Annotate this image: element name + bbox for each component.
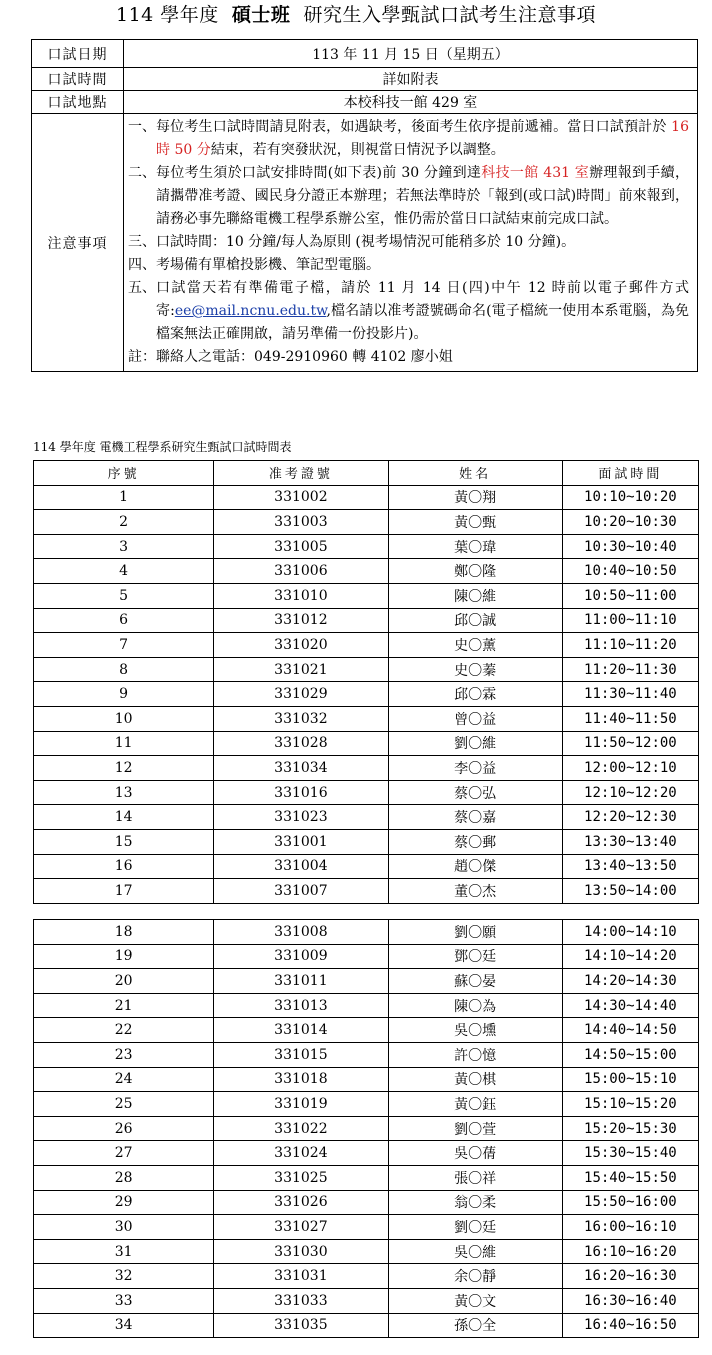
table-row bbox=[34, 485, 699, 510]
schedule-table-2 bbox=[33, 919, 699, 1338]
name-cell: 黃〇文 bbox=[388, 1288, 562, 1313]
name-cell: 陳〇為 bbox=[388, 993, 562, 1018]
exam-id-cell: 331028 bbox=[214, 731, 388, 756]
table-row bbox=[34, 854, 699, 879]
exam-id-cell: 331021 bbox=[214, 657, 388, 682]
name-cell: 鄧〇廷 bbox=[388, 944, 562, 969]
name-cell: 蘇〇晏 bbox=[388, 969, 562, 994]
table-row bbox=[34, 920, 699, 945]
exam-id-cell: 331013 bbox=[214, 993, 388, 1018]
time-cell: 16:40~16:50 bbox=[562, 1313, 698, 1338]
exam-id-cell: 331020 bbox=[214, 633, 388, 658]
table-row bbox=[34, 1313, 699, 1338]
table-row bbox=[34, 1288, 699, 1313]
exam-id-cell: 331019 bbox=[214, 1092, 388, 1117]
time-label: 口試時間 bbox=[32, 68, 124, 91]
table-row bbox=[34, 756, 699, 781]
exam-id-cell: 331030 bbox=[214, 1239, 388, 1264]
notes-label: 注意事項 bbox=[32, 114, 124, 372]
seq-cell: 33 bbox=[34, 1288, 214, 1313]
exam-id-cell: 331012 bbox=[214, 608, 388, 633]
table-row bbox=[34, 682, 699, 707]
time-cell: 15:40~15:50 bbox=[562, 1165, 698, 1190]
seq-cell: 14 bbox=[34, 805, 214, 830]
exam-id-cell: 331016 bbox=[214, 780, 388, 805]
time-cell: 15:20~15:30 bbox=[562, 1116, 698, 1141]
checkin-room-highlight: 科技一館 431 室 bbox=[481, 165, 590, 181]
table-row bbox=[34, 944, 699, 969]
name-cell: 吳〇蒨 bbox=[388, 1141, 562, 1166]
note-text bbox=[156, 162, 689, 231]
note-text-part: 每位考生口試時間請見附表，如遇缺考，後面考生依序提前遞補。當日口試預計於 bbox=[156, 119, 672, 135]
name-cell: 劉〇維 bbox=[388, 731, 562, 756]
exam-id-cell: 331007 bbox=[214, 879, 388, 904]
exam-id-cell: 331009 bbox=[214, 944, 388, 969]
time-cell: 14:00~14:10 bbox=[562, 920, 698, 945]
note-number: 三、 bbox=[128, 234, 156, 250]
seq-cell: 22 bbox=[34, 1018, 214, 1043]
name-cell: 孫〇全 bbox=[388, 1313, 562, 1338]
exam-id-cell: 331008 bbox=[214, 920, 388, 945]
name-cell: 許〇憶 bbox=[388, 1042, 562, 1067]
schedule-title: 114 學年度 電機工程學系研究生甄試口試時間表 bbox=[33, 440, 292, 454]
seq-cell: 6 bbox=[34, 608, 214, 633]
header-name: 姓名 bbox=[388, 461, 562, 486]
seq-cell: 32 bbox=[34, 1264, 214, 1289]
name-cell: 陳〇維 bbox=[388, 583, 562, 608]
schedule-table-1 bbox=[33, 460, 699, 904]
table-row bbox=[34, 969, 699, 994]
time-cell: 15:00~15:10 bbox=[562, 1067, 698, 1092]
exam-id-cell: 331035 bbox=[214, 1313, 388, 1338]
title-year: 114 學年度 bbox=[115, 4, 219, 26]
exam-id-cell: 331022 bbox=[214, 1116, 388, 1141]
seq-cell: 4 bbox=[34, 559, 214, 584]
note-text: 考場備有單槍投影機、筆記型電腦。 bbox=[156, 257, 380, 273]
time-cell: 14:30~14:40 bbox=[562, 993, 698, 1018]
note-text bbox=[156, 277, 689, 346]
exam-id-cell: 331004 bbox=[214, 854, 388, 879]
seq-cell: 15 bbox=[34, 829, 214, 854]
seq-cell: 8 bbox=[34, 657, 214, 682]
note-text-part: 辦理報到手續，請攜帶准考證、國民身分證正本辦理；若無法準時於「報到(或口試)時間」前來報到，請務必事先聯絡電機工程學系辦公室，惟仍需於當日口試結束前完成口試。 bbox=[156, 165, 689, 227]
name-cell: 史〇蓁 bbox=[388, 657, 562, 682]
seq-cell: 7 bbox=[34, 633, 214, 658]
table-row bbox=[34, 829, 699, 854]
name-cell: 劉〇願 bbox=[388, 920, 562, 945]
exam-id-cell: 331011 bbox=[214, 969, 388, 994]
time-cell: 15:50~16:00 bbox=[562, 1190, 698, 1215]
exam-id-cell: 331027 bbox=[214, 1215, 388, 1240]
seq-cell: 31 bbox=[34, 1239, 214, 1264]
time-cell: 10:30~10:40 bbox=[562, 534, 698, 559]
table-row bbox=[34, 608, 699, 633]
exam-id-cell: 331034 bbox=[214, 756, 388, 781]
seq-cell: 18 bbox=[34, 920, 214, 945]
note-text-part: ,檔名請以准考證號碼命名(電子檔統一使用本系電腦，為免檔案無法正確開啟，請另準備一份投影片)。 bbox=[156, 303, 689, 342]
note-number: 一、 bbox=[128, 119, 156, 135]
name-cell: 葉〇瑋 bbox=[388, 534, 562, 559]
name-cell: 吳〇維 bbox=[388, 1239, 562, 1264]
time-cell: 11:20~11:30 bbox=[562, 657, 698, 682]
seq-cell: 25 bbox=[34, 1092, 214, 1117]
exam-id-cell: 331023 bbox=[214, 805, 388, 830]
seq-cell: 17 bbox=[34, 879, 214, 904]
exam-id-cell: 331010 bbox=[214, 583, 388, 608]
time-cell: 16:20~16:30 bbox=[562, 1264, 698, 1289]
note-item-1 bbox=[128, 116, 689, 162]
date-value: 113 年 11 月 15 日（星期五） bbox=[124, 40, 698, 68]
name-cell: 黃〇翔 bbox=[388, 485, 562, 510]
seq-cell: 20 bbox=[34, 969, 214, 994]
note-number: 二、 bbox=[128, 165, 156, 181]
time-cell: 11:10~11:20 bbox=[562, 633, 698, 658]
time-value: 詳如附表 bbox=[124, 68, 698, 91]
note-number: 四、 bbox=[128, 257, 156, 273]
page-title bbox=[0, 2, 712, 28]
name-cell: 黃〇甄 bbox=[388, 510, 562, 535]
time-cell: 16:10~16:20 bbox=[562, 1239, 698, 1264]
note-text-part: 每位考生須於口試安排時間(如下表)前 30 分鐘到達 bbox=[156, 165, 482, 181]
seq-cell: 24 bbox=[34, 1067, 214, 1092]
name-cell: 曾〇益 bbox=[388, 706, 562, 731]
table-row bbox=[34, 780, 699, 805]
seq-cell: 23 bbox=[34, 1042, 214, 1067]
name-cell: 邱〇誠 bbox=[388, 608, 562, 633]
name-cell: 蔡〇嘉 bbox=[388, 805, 562, 830]
table-row bbox=[34, 1042, 699, 1067]
exam-id-cell: 331001 bbox=[214, 829, 388, 854]
exam-id-cell: 331031 bbox=[214, 1264, 388, 1289]
seq-cell: 11 bbox=[34, 731, 214, 756]
name-cell: 鄭〇隆 bbox=[388, 559, 562, 584]
name-cell: 趙〇傑 bbox=[388, 854, 562, 879]
time-cell: 16:30~16:40 bbox=[562, 1288, 698, 1313]
header-exam-id: 准考證號 bbox=[214, 461, 388, 486]
table-row bbox=[34, 534, 699, 559]
name-cell: 劉〇萱 bbox=[388, 1116, 562, 1141]
note-text: 口試時間：10 分鐘/每人為原則 (視考場情況可能稍多於 10 分鐘)。 bbox=[156, 234, 576, 250]
notes-cell bbox=[124, 114, 698, 372]
note-number: 五、 bbox=[128, 280, 156, 296]
table-row bbox=[34, 731, 699, 756]
table-row bbox=[34, 1141, 699, 1166]
table-row bbox=[34, 1092, 699, 1117]
time-cell: 13:40~13:50 bbox=[562, 854, 698, 879]
time-cell: 13:30~13:40 bbox=[562, 829, 698, 854]
end-time-highlight: 16 時 50 分 bbox=[156, 119, 689, 158]
note-item-3 bbox=[128, 231, 689, 254]
seq-cell: 9 bbox=[34, 682, 214, 707]
title-program: 碩士班 bbox=[231, 4, 291, 26]
seq-cell: 29 bbox=[34, 1190, 214, 1215]
name-cell: 吳〇壎 bbox=[388, 1018, 562, 1043]
seq-cell: 2 bbox=[34, 510, 214, 535]
seq-cell: 27 bbox=[34, 1141, 214, 1166]
table-row bbox=[34, 1190, 699, 1215]
seq-cell: 30 bbox=[34, 1215, 214, 1240]
time-cell: 11:00~11:10 bbox=[562, 608, 698, 633]
table-row bbox=[34, 1264, 699, 1289]
exam-id-cell: 331015 bbox=[214, 1042, 388, 1067]
time-cell: 14:40~14:50 bbox=[562, 1018, 698, 1043]
time-cell: 10:10~10:20 bbox=[562, 485, 698, 510]
time-cell: 14:50~15:00 bbox=[562, 1042, 698, 1067]
time-cell: 11:50~12:00 bbox=[562, 731, 698, 756]
seq-cell: 5 bbox=[34, 583, 214, 608]
exam-id-cell: 331002 bbox=[214, 485, 388, 510]
table-row bbox=[34, 1239, 699, 1264]
time-cell: 15:30~15:40 bbox=[562, 1141, 698, 1166]
table-row bbox=[34, 706, 699, 731]
exam-id-cell: 331026 bbox=[214, 1190, 388, 1215]
seq-cell: 26 bbox=[34, 1116, 214, 1141]
name-cell: 李〇益 bbox=[388, 756, 562, 781]
table-row bbox=[34, 805, 699, 830]
seq-cell: 21 bbox=[34, 993, 214, 1018]
exam-id-cell: 331025 bbox=[214, 1165, 388, 1190]
name-cell: 史〇薰 bbox=[388, 633, 562, 658]
note-text-part: 結束，若有突發狀況，則視當日情況予以調整。 bbox=[210, 142, 505, 158]
seq-cell: 28 bbox=[34, 1165, 214, 1190]
title-rest: 研究生入學甄試口試考生注意事項 bbox=[303, 4, 597, 26]
note-item-4 bbox=[128, 254, 689, 277]
note-text-part: 口試當天若有準備電子檔，請於 11 月 14 日(四)中午 12 時前以電子郵件方式寄: bbox=[156, 280, 689, 319]
contact-note: 註：聯絡人之電話：049-2910960 轉 4102 廖小姐 bbox=[128, 349, 453, 365]
time-cell: 11:40~11:50 bbox=[562, 706, 698, 731]
time-cell: 10:20~10:30 bbox=[562, 510, 698, 535]
name-cell: 黃〇鈺 bbox=[388, 1092, 562, 1117]
note-text bbox=[156, 116, 689, 162]
time-cell: 14:10~14:20 bbox=[562, 944, 698, 969]
table-row bbox=[34, 657, 699, 682]
time-cell: 13:50~14:00 bbox=[562, 879, 698, 904]
exam-id-cell: 331018 bbox=[214, 1067, 388, 1092]
time-cell: 14:20~14:30 bbox=[562, 969, 698, 994]
email-link[interactable]: ee@mail.ncnu.edu.tw bbox=[174, 303, 327, 319]
name-cell: 劉〇廷 bbox=[388, 1215, 562, 1240]
table-row bbox=[34, 510, 699, 535]
time-cell: 12:10~12:20 bbox=[562, 780, 698, 805]
name-cell: 黃〇棋 bbox=[388, 1067, 562, 1092]
seq-cell: 19 bbox=[34, 944, 214, 969]
name-cell: 邱〇霖 bbox=[388, 682, 562, 707]
name-cell: 張〇祥 bbox=[388, 1165, 562, 1190]
place-label: 口試地點 bbox=[32, 91, 124, 114]
time-cell: 12:20~12:30 bbox=[562, 805, 698, 830]
seq-cell: 34 bbox=[34, 1313, 214, 1338]
exam-id-cell: 331032 bbox=[214, 706, 388, 731]
seq-cell: 12 bbox=[34, 756, 214, 781]
exam-id-cell: 331014 bbox=[214, 1018, 388, 1043]
seq-cell: 16 bbox=[34, 854, 214, 879]
name-cell: 蔡〇郵 bbox=[388, 829, 562, 854]
note-item-2 bbox=[128, 162, 689, 231]
name-cell: 余〇靜 bbox=[388, 1264, 562, 1289]
date-label: 口試日期 bbox=[32, 40, 124, 68]
name-cell: 蔡〇弘 bbox=[388, 780, 562, 805]
seq-cell: 1 bbox=[34, 485, 214, 510]
seq-cell: 10 bbox=[34, 706, 214, 731]
exam-id-cell: 331006 bbox=[214, 559, 388, 584]
name-cell: 翁〇柔 bbox=[388, 1190, 562, 1215]
header-time: 面試時間 bbox=[562, 461, 698, 486]
table-row bbox=[34, 1165, 699, 1190]
exam-id-cell: 331024 bbox=[214, 1141, 388, 1166]
table-row bbox=[34, 583, 699, 608]
exam-id-cell: 331029 bbox=[214, 682, 388, 707]
seq-cell: 3 bbox=[34, 534, 214, 559]
header-seq: 序號 bbox=[34, 461, 214, 486]
table-row bbox=[34, 1067, 699, 1092]
time-cell: 12:00~12:10 bbox=[562, 756, 698, 781]
exam-info-table bbox=[31, 39, 698, 372]
time-cell: 10:50~11:00 bbox=[562, 583, 698, 608]
table-row bbox=[34, 1116, 699, 1141]
exam-id-cell: 331003 bbox=[214, 510, 388, 535]
table-row bbox=[34, 1018, 699, 1043]
time-cell: 15:10~15:20 bbox=[562, 1092, 698, 1117]
note-item-5 bbox=[128, 277, 689, 346]
table-row bbox=[34, 559, 699, 584]
exam-id-cell: 331005 bbox=[214, 534, 388, 559]
name-cell: 董〇杰 bbox=[388, 879, 562, 904]
table-row bbox=[34, 633, 699, 658]
seq-cell: 13 bbox=[34, 780, 214, 805]
table-row bbox=[34, 993, 699, 1018]
place-value: 本校科技一館 429 室 bbox=[124, 91, 698, 114]
exam-id-cell: 331033 bbox=[214, 1288, 388, 1313]
table-row bbox=[34, 1215, 699, 1240]
time-cell: 11:30~11:40 bbox=[562, 682, 698, 707]
table-row bbox=[34, 879, 699, 904]
time-cell: 16:00~16:10 bbox=[562, 1215, 698, 1240]
time-cell: 10:40~10:50 bbox=[562, 559, 698, 584]
schedule-header-row bbox=[34, 461, 699, 486]
